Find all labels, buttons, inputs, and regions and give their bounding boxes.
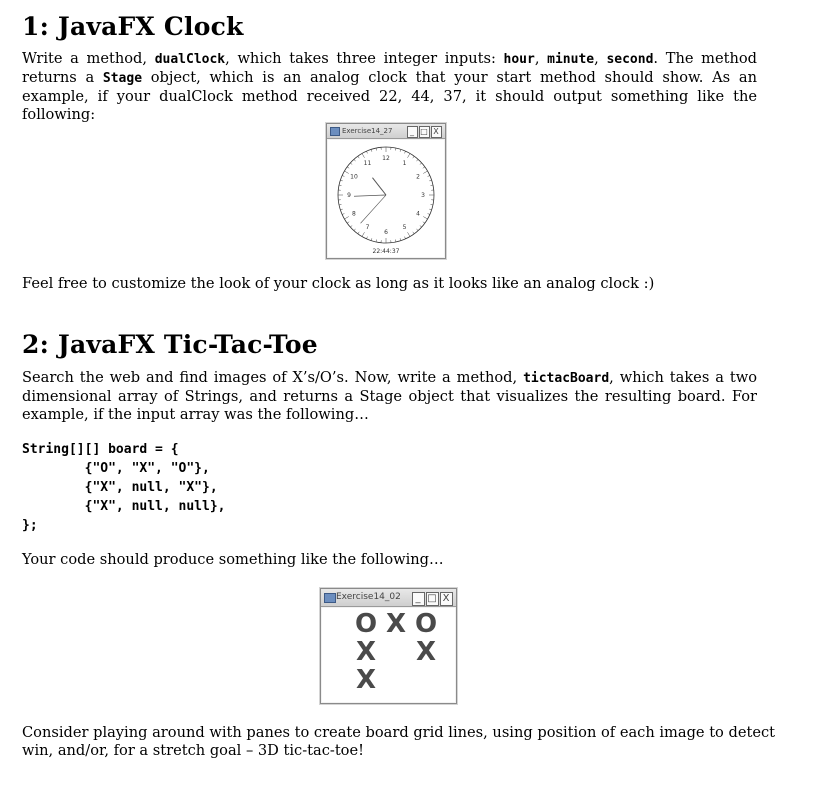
code-tictacboard: tictacBoard <box>523 371 610 386</box>
clock-number: 3 <box>421 192 425 199</box>
window-controls <box>406 125 442 139</box>
clock-number: 1 <box>402 159 407 167</box>
window-controls <box>411 590 453 607</box>
code-stage: Stage <box>102 71 143 86</box>
close-icon: X <box>440 592 453 606</box>
clock-number: 11 <box>363 159 372 167</box>
clock-number: 9 <box>347 192 351 199</box>
clock-number: 7 <box>365 224 370 232</box>
section-2-heading: 2: JavaFX Tic-Tac-Toe <box>22 330 318 359</box>
clock-number: 2 <box>416 173 420 181</box>
section-1-note: Feel free to customize the look of your clock as long as it looks like an analog clock :) <box>22 275 655 292</box>
text-run: . The method returns a <box>22 50 758 86</box>
cell-2-1 <box>381 666 411 694</box>
clock-window <box>326 123 446 259</box>
text-run: , <box>534 50 548 67</box>
cell-1-2: X <box>415 637 437 667</box>
cell-2-2 <box>411 666 441 694</box>
section-2-paragraph <box>22 369 757 424</box>
code-second: second <box>606 52 654 67</box>
clock-number: 4 <box>416 210 420 218</box>
analog-clock <box>328 140 444 257</box>
section-2-instruction: Your code should produce something like the following… <box>22 551 444 568</box>
code-minute: minute <box>547 52 595 67</box>
digital-readout: 22:44:37 <box>372 248 400 255</box>
code-dualclock: dualClock <box>154 52 226 67</box>
tictactoe-board <box>322 608 455 702</box>
clock-client-area <box>328 140 444 257</box>
minimize-icon: _ <box>412 592 425 606</box>
board-code-block: String[][] board = { {"O", "X", "O"}, {"X", null, "X"}, {"X", null, null}, }; <box>22 442 226 533</box>
text-run: Search the web and find images of X’s/O’s. Now, write a method, <box>22 369 524 386</box>
text-run: , which takes three integer inputs: <box>225 50 504 67</box>
section-2-closing: Consider playing around with panes to create board grid lines, using position of each image to detect win, and/or, for a stretch goal – 3D tic-tac-toe! <box>22 724 776 759</box>
section-1-paragraph <box>22 50 757 124</box>
close-icon: X <box>431 126 442 138</box>
app-icon <box>330 127 340 136</box>
section-1-heading: 1: JavaFX Clock <box>22 12 244 41</box>
cell-0-2: O <box>414 609 438 639</box>
tictactoe-window <box>320 588 457 704</box>
minimize-icon: _ <box>407 126 418 138</box>
text-run: Write a method, <box>22 50 155 67</box>
clock-number: 6 <box>384 229 388 236</box>
app-icon <box>324 593 336 603</box>
clock-number: 8 <box>352 210 356 218</box>
text-run: object, which is an analog clock that your start method should show. As an example, if your dualClock method received 22, 44, 37, it should output something like the following: <box>22 69 757 123</box>
tictactoe-window-title: Exercise14_02 <box>336 592 401 602</box>
maximize-icon: □ <box>420 127 429 136</box>
clock-number: 10 <box>350 173 358 181</box>
cell-1-0: X <box>355 637 377 667</box>
code-hour: hour <box>503 52 535 67</box>
clock-window-titlebar <box>327 124 445 139</box>
text-run: , <box>594 50 607 67</box>
cell-0-1: X <box>385 609 407 639</box>
clock-number: 5 <box>402 224 407 232</box>
cell-1-1 <box>381 638 411 666</box>
tictactoe-window-titlebar <box>321 589 456 607</box>
clock-window-title: Exercise14_27 <box>342 127 393 135</box>
text-run: , which takes a two dimensional array of Strings, and returns a Stage object that visualizes the resulting board. For example, if the input array was the following… <box>22 369 757 423</box>
maximize-icon: □ <box>427 593 438 604</box>
cell-2-0: X <box>355 665 377 695</box>
cell-0-0: O <box>354 609 378 639</box>
clock-number: 12 <box>382 155 390 162</box>
